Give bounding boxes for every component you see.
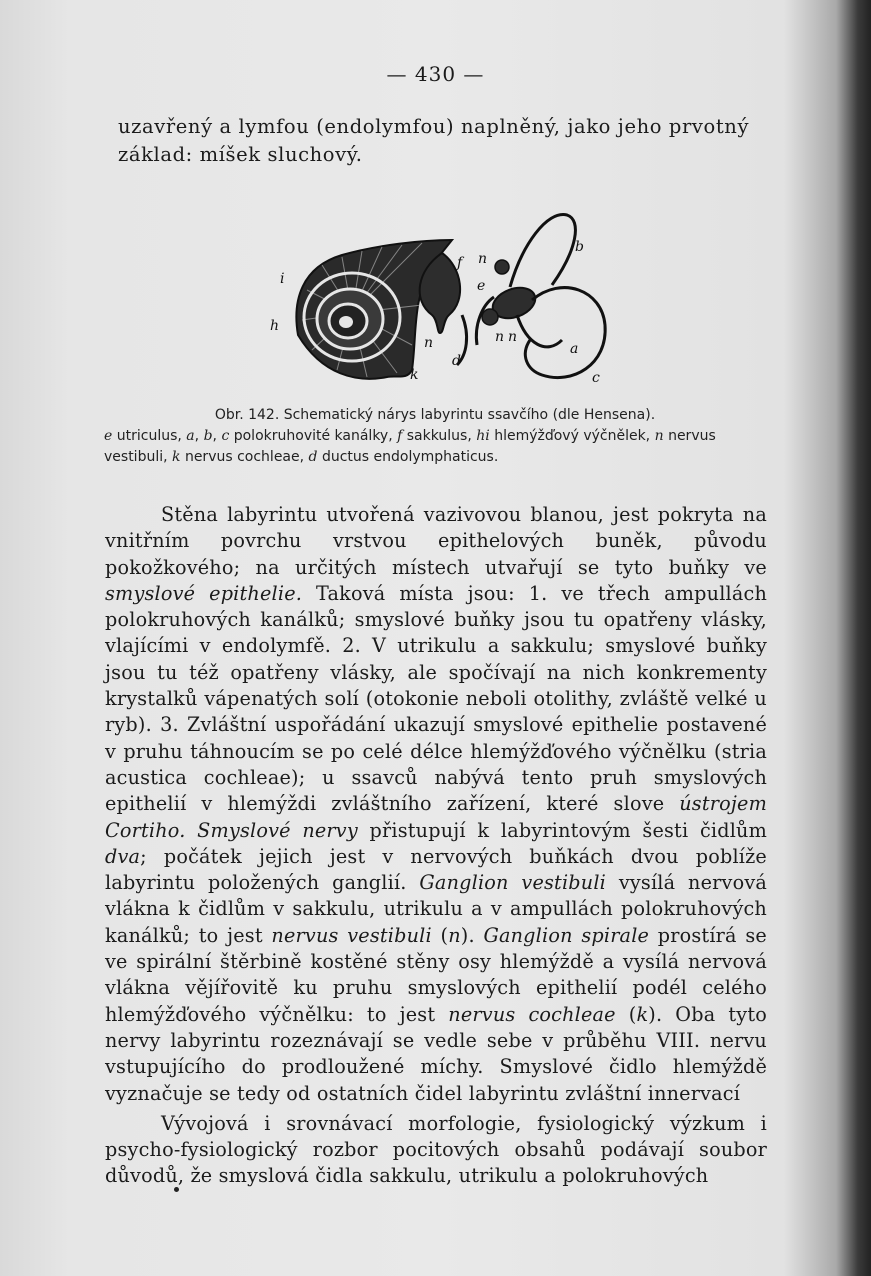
labyrinth-figure [262,205,622,395]
paragraph1-run: ( [431,923,449,947]
intro-text: uzavřený a lymfou (endolymfou) naplněný, jako jeho prvotný základ: míšek sluchový. [118,115,750,166]
paragraph1-run: n [448,923,461,947]
canal-c [525,288,605,378]
caption-run: d [308,449,318,465]
fig-label-f: f [457,255,463,271]
paragraph1-run: ústrojem Cortiho. Smyslové nervy [105,792,767,842]
paragraph1-run: Ganglion spirale [483,923,650,947]
caption-run: utriculus, [112,428,187,444]
fig-label-b: b [575,239,584,255]
paragraph-2: Vývojová i srovnávací morfologie, fysiologický výzkum i psycho-fysiologický rozbor pocitových obsahů podávají soubor důvodů, že smyslová čidla sakkulu, utrikulu a polokruhových [105,1111,767,1188]
caption-run: nervus cochleae, [180,449,309,465]
fig-label-n3: n [508,329,518,345]
paragraph1-run: ). Oba tyto nervy labyrintu rozeznávají se vedle sebe v průběhu VIII. nervu vstupujícího do prodloužené míchy. Smyslové čidlo hlemýždě vyznačuje se tedy od ostatních čidel labyrintu zvláštní innervací [105,1002,767,1105]
paragraph1-run: ( [615,1002,637,1026]
fig-label-n2: n [495,329,505,345]
paragraph1-run: přistupují k labyrintovým šesti čidlům [357,818,768,842]
fig-label-k: k [410,367,419,383]
caption-run: ductus endolymphaticus. [317,449,499,465]
canal-a [517,315,562,347]
caption-run: e [104,428,113,444]
caption-run: c [221,428,230,444]
caption-run: n [654,428,664,444]
fig-label-h: h [270,318,280,334]
caption-run: b [203,428,213,444]
paragraph1-run: Stěna labyrintu utvořená vazivovou blanou, jest pokryta na vnitřním povrchu vrstvou epithelových buněk, původu pokožkového; na určitých místech utvařují se tyto buňky ve [105,503,767,579]
paragraph-1 [105,502,767,1107]
fig-label-n4: n [424,335,434,351]
paragraph1-run: nervus vestibuli [271,923,432,947]
fig-label-i: i [280,271,285,287]
figure-caption [104,405,766,468]
paragraph1-run: nervus cochleae [448,1002,616,1026]
paragraph1-run: k [636,1002,649,1026]
caption-run: , [212,428,222,444]
caption-legend [104,428,716,465]
body-text [105,502,767,1190]
caption-run: polokruhovité kanálky, [229,428,398,444]
canal-b [510,215,575,287]
labyrinth-illustration [262,205,622,395]
fig-label-d: d [452,353,461,369]
fig-label-e: e [477,278,486,294]
caption-run: f [397,428,403,444]
paragraph1-run: prostírá se ve spirální štěrbině kostěné stěny osy hlemýždě a vysílá nervová vlákna vějířovitě ku pruhu smyslových epithelií podél celého hlemýžďového výčnělku: to jest [105,923,767,1026]
caption-run: a [186,428,195,444]
caption-run: k [172,449,181,465]
caption-run: , [194,428,204,444]
paragraph1-run: ; počátek jejich jest v nervových buňkách dvou poblíže labyrintu položených ganglií. [105,844,767,895]
paragraph1-run: dva [105,844,141,868]
paragraph1-run: Ganglion vestibuli [419,871,607,895]
fig-label-c: c [592,370,600,386]
page-number: — 430 — [386,62,485,86]
ink-speck [174,1187,179,1192]
caption-run: nervus vestibuli, [104,428,716,465]
paragraph1-run: vysílá nervová vlákna k čidlům v sakkulu, utrikulu a v ampullách polokruhových kanálků; to jest [105,871,768,947]
fig-label-a: a [570,341,579,357]
caption-run: sakkulus, [402,428,477,444]
caption-run: hi [476,428,490,444]
paragraph1-run: ). [460,923,484,947]
paragraph1-run: smyslové epithelie. [105,581,303,605]
fig-label-n1: n [478,251,488,267]
caption-run: hlemýžďový výčnělek, [489,428,655,444]
caption-title: Obr. 142. Schematický nárys labyrintu ssavčího (dle Hensena). [214,407,656,423]
paragraph1-run: Taková místa jsou: 1. ve třech ampullách polokruhových kanálků; smyslové buňky jsou tu opatřeny vlásky, vlajícími v endolymfě. 2. V utrikulu a sakkulu; smyslové buňky jsou tu též opatřeny vlásky, ale spočívají na nich konkrementy krystalků vápenatých solí (otokonie neboli otolithy, zvláště velké u ryb). 3. Zvláštní uspořádání ukazují smyslové epithelie postavené v pruhu táhnoucím se po celé délce hlemýžďového výčnělku (stria acustica cochleae); u ssavců nabývá tento pruh smyslových epithelií v hlemýždi zvláštního zařízení, které slove [105,581,768,816]
